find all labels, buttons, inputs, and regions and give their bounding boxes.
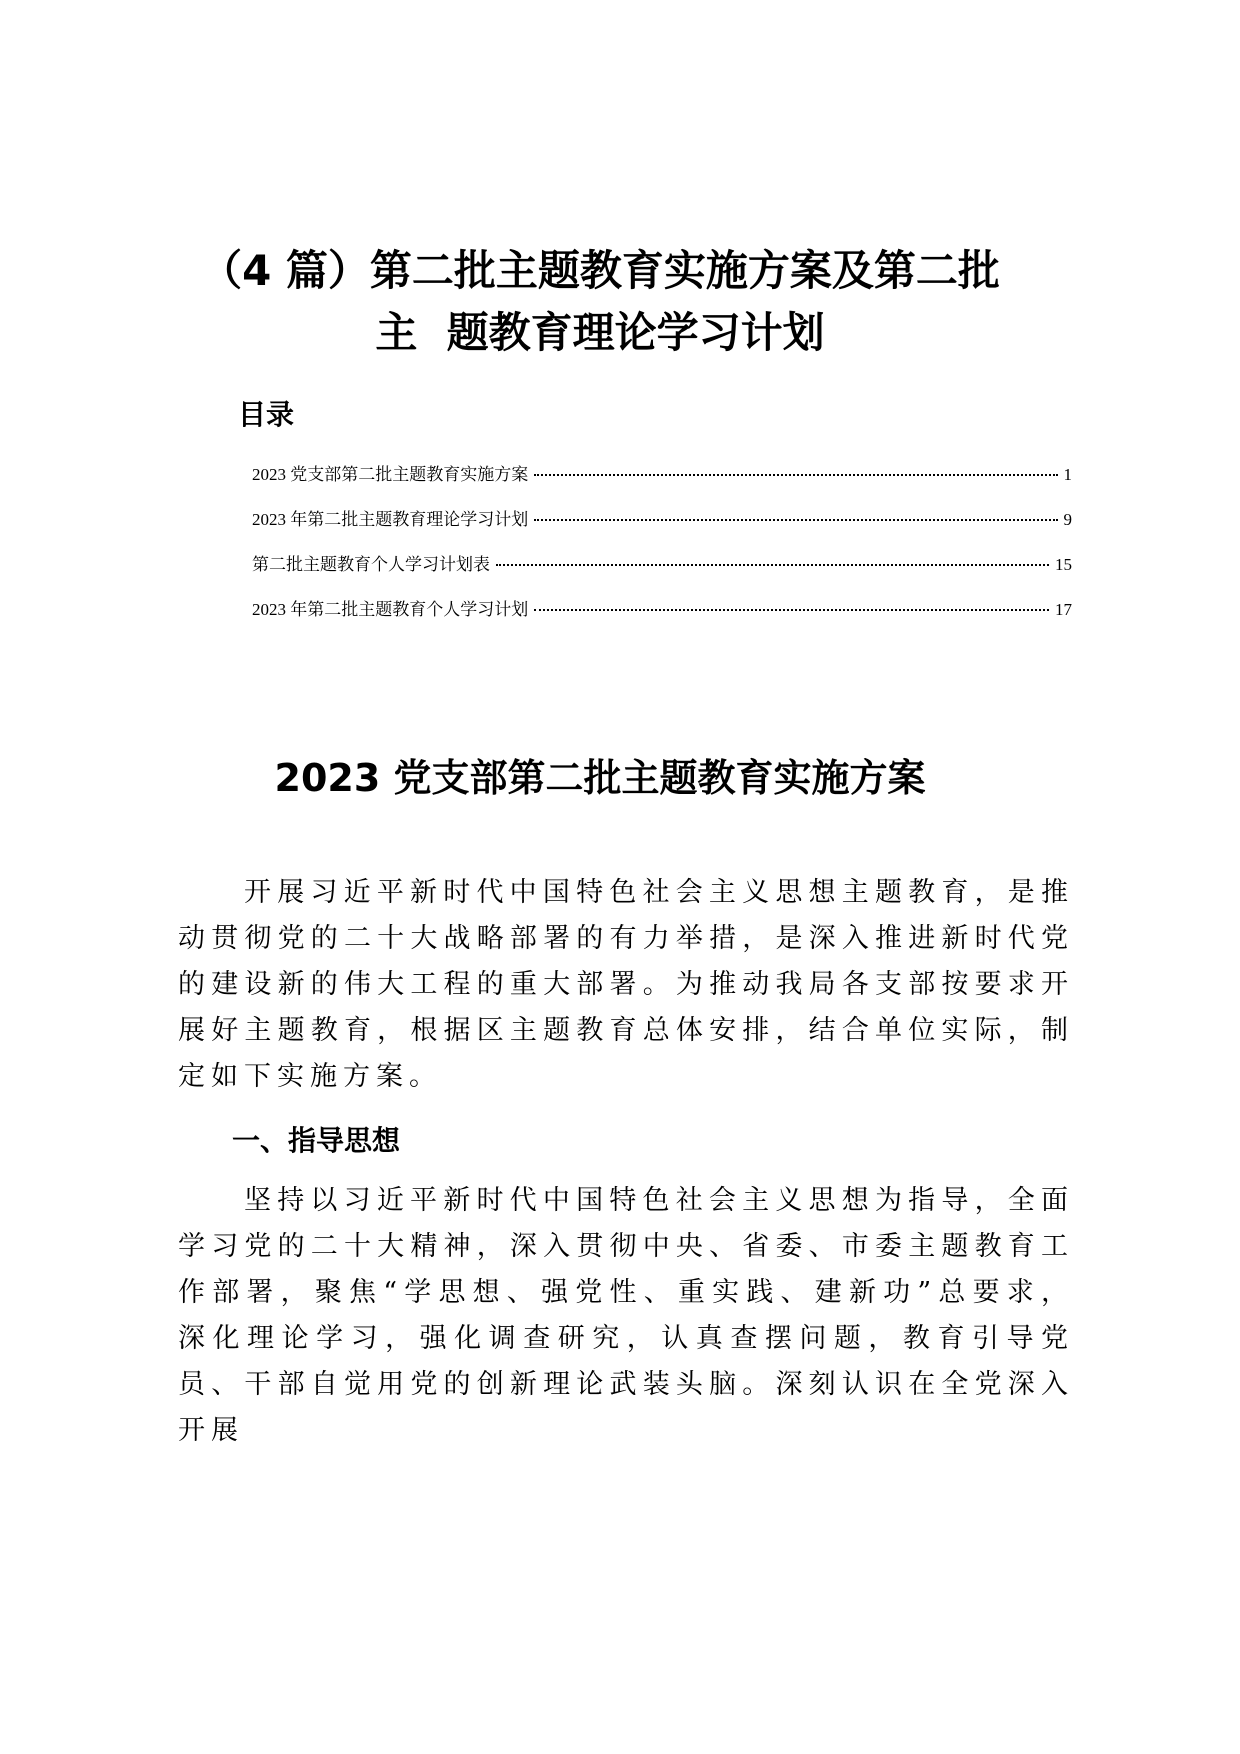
toc-entry-page: 9 <box>1063 510 1072 529</box>
toc-dot-leader <box>496 564 1049 566</box>
toc-heading: 目录 <box>238 398 295 431</box>
toc-entry[interactable] <box>252 595 1072 640</box>
toc-entry-label: 2023 年第二批主题教育理论学习计划 <box>252 510 529 529</box>
document-title-line-1: （4 篇）第二批主题教育实施方案及第二批 <box>200 246 1000 295</box>
toc-dot-leader <box>534 519 1057 521</box>
toc-dot-leader <box>534 609 1049 611</box>
toc-entry-page: 17 <box>1055 600 1072 619</box>
toc-entry-label: 2023 党支部第二批主题教育实施方案 <box>252 465 529 484</box>
toc-entry-page: 15 <box>1055 555 1072 574</box>
toc-entry-page: 1 <box>1063 465 1072 484</box>
toc-entry-label: 2023 年第二批主题教育个人学习计划 <box>252 600 529 619</box>
document-title-line-2: 主 题教育理论学习计划 <box>375 308 825 357</box>
table-of-contents <box>252 460 1072 640</box>
document-title <box>150 240 1050 364</box>
toc-entry[interactable] <box>252 460 1072 505</box>
toc-entry[interactable] <box>252 505 1072 550</box>
subheading-guiding-ideology: 一、指导思想 <box>232 1124 401 1157</box>
body-paragraph: 坚持以习近平新时代中国特色社会主义思想为指导，全面学习党的二十大精神，深入贯彻中央、省委、市委主题教育工作部署，聚焦“学思想、强党性、重实践、建新功”总要求，深化理论学习，强化调查研究，认真查摆问题，教育引导党员、干部自觉用党的创新理论武装头脑。深刻认识在全党深入开展 <box>178 1185 1074 1446</box>
toc-entry[interactable] <box>252 550 1072 595</box>
intro-paragraph: 开展习近平新时代中国特色社会主义思想主题教育，是推动贯彻党的二十大战略部署的有力举措，是深入推进新时代党的建设新的伟大工程的重大部署。为推动我局各支部按要求开展好主题教育，根据区主题教育总体安排，结合单位实际，制定如下实施方案。 <box>178 877 1074 1092</box>
section-title: 2023 党支部第二批主题教育实施方案 <box>274 756 926 800</box>
toc-dot-leader <box>534 474 1057 476</box>
toc-entry-label: 第二批主题教育个人学习计划表 <box>252 555 490 574</box>
